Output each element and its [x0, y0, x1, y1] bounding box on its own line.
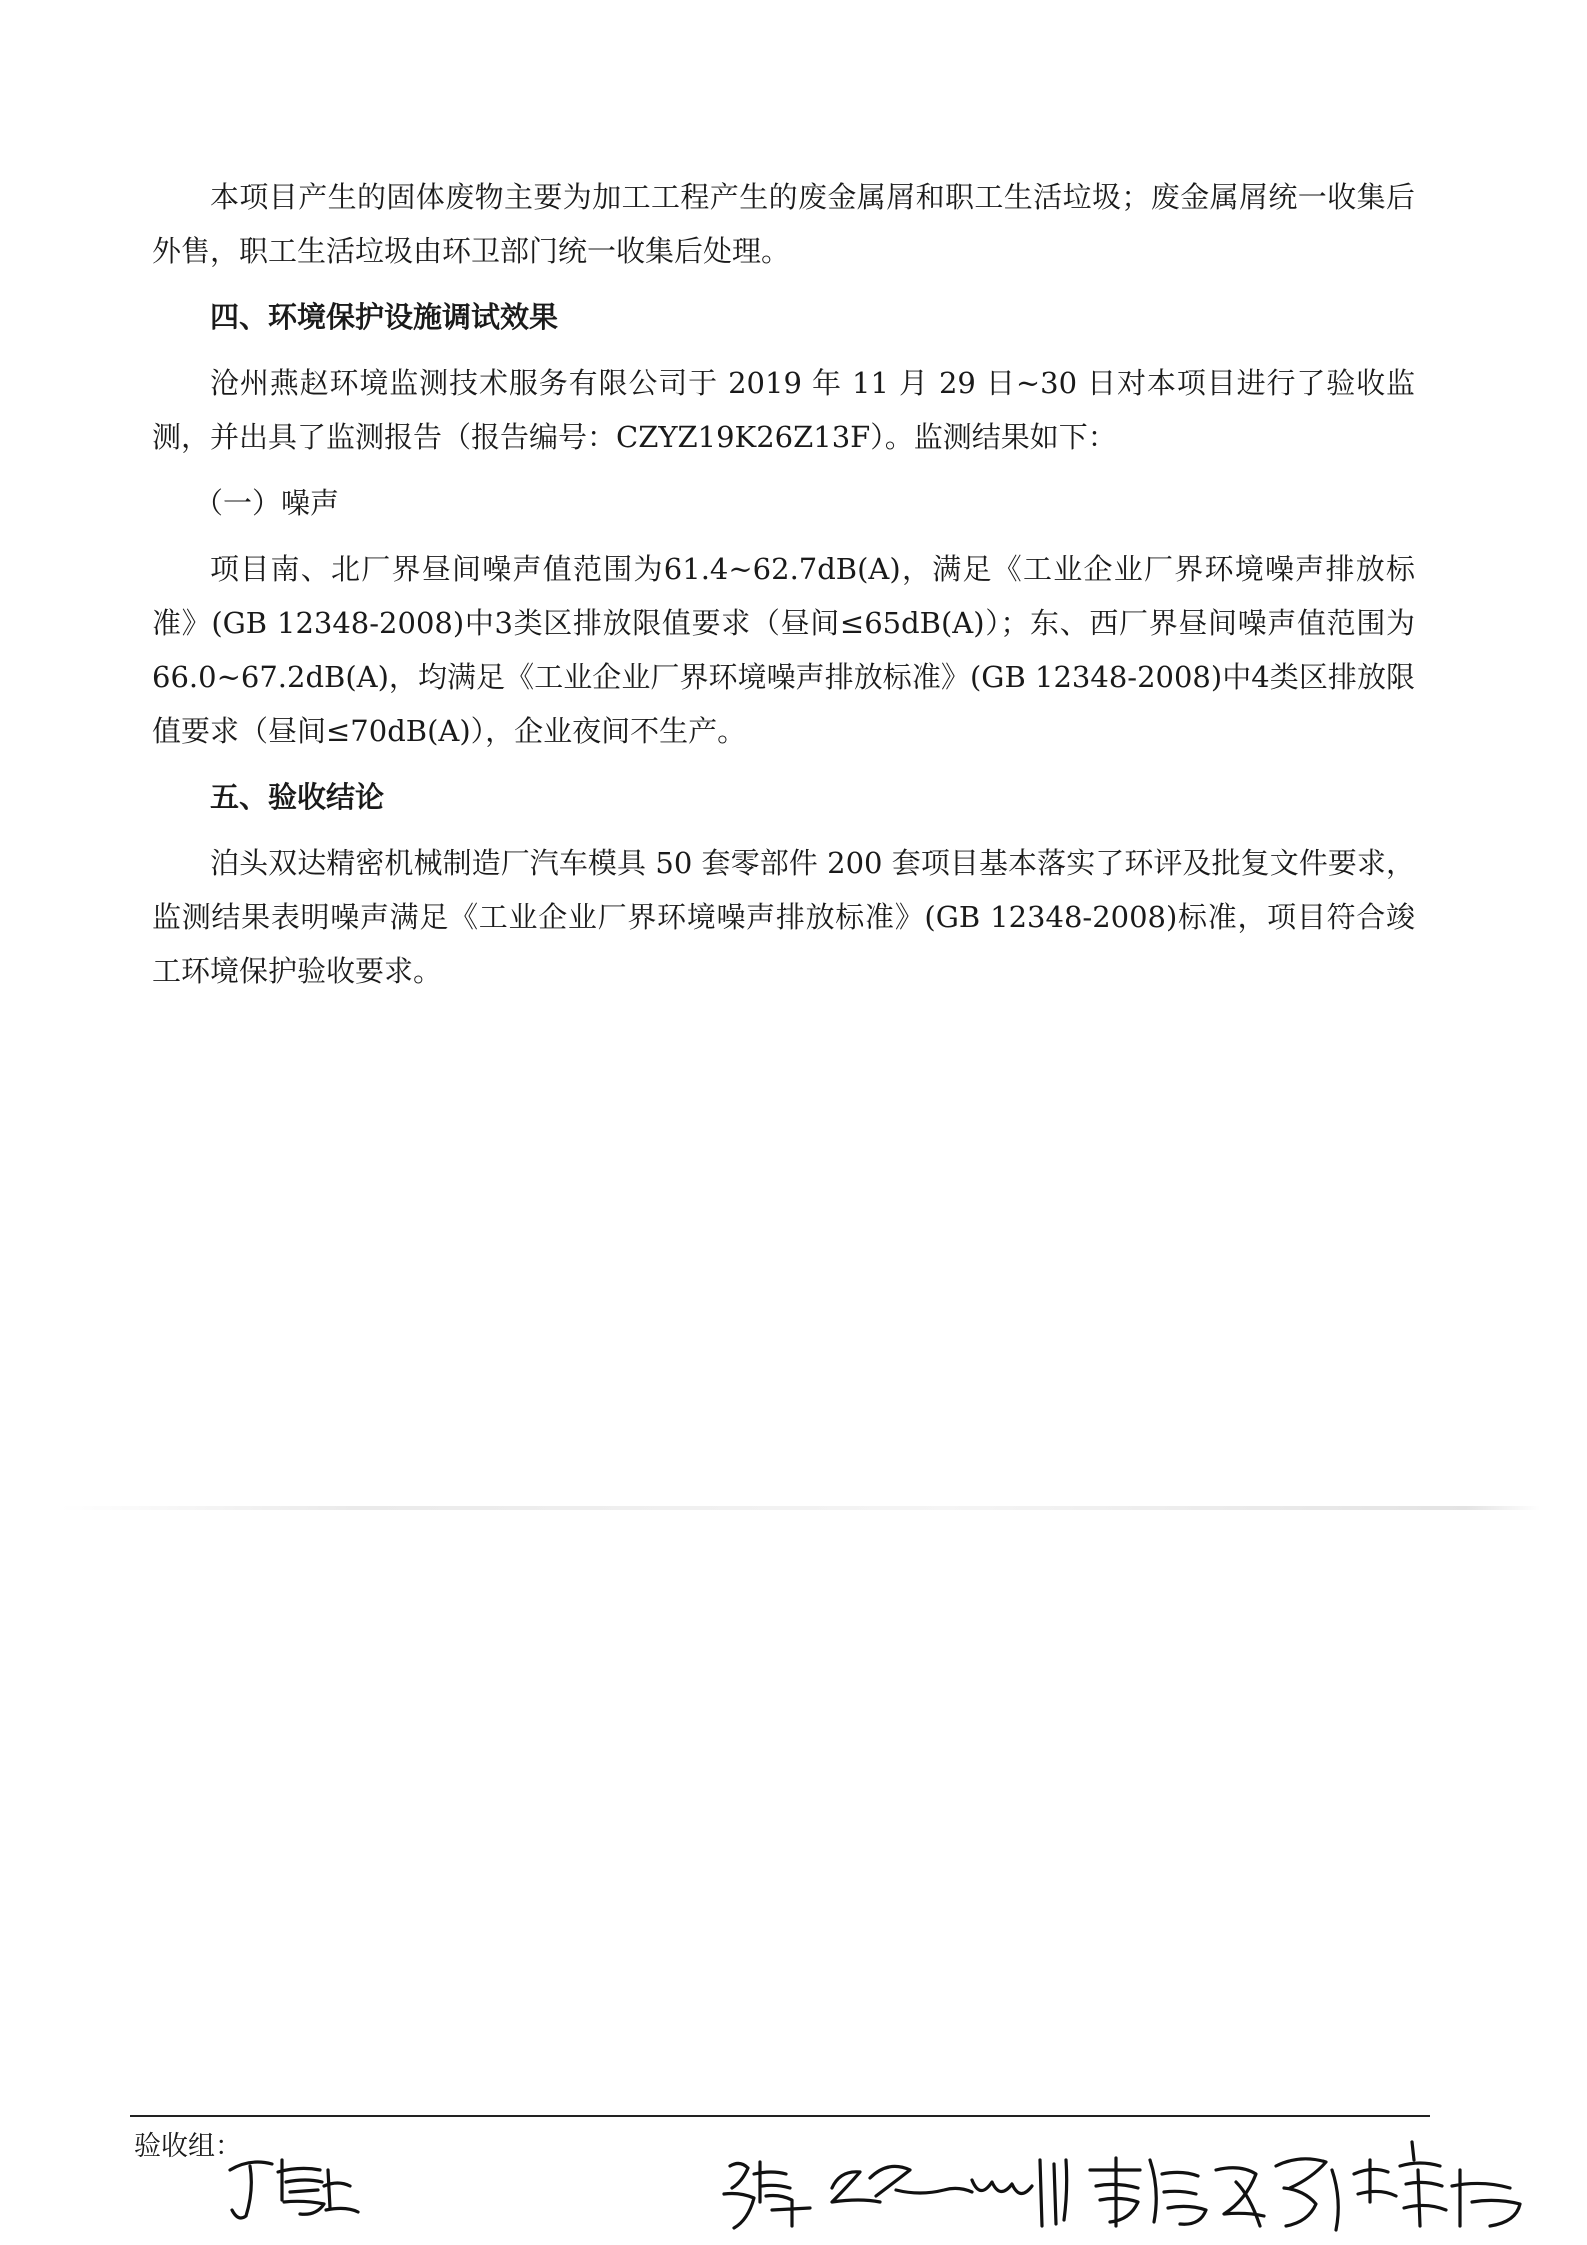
subsection-heading-noise: （一）噪声 [194, 486, 340, 520]
acceptance-group-label: 验收组： [134, 2131, 242, 2162]
signature-3 [832, 2160, 1067, 2226]
signature-2 [724, 2162, 810, 2228]
footer-divider [130, 2115, 1430, 2117]
paragraph-conclusion: 泊头双达精密机械制造厂汽车模具 50 套零部件 200 套项目基本落实了环评及批复文件要求，监测结果表明噪声满足《工业企业厂界环境噪声排放标准》(GB 12348-2008)标准，项目符合竣工环境保护验收要求。 [152, 846, 1415, 988]
signature-1 [230, 2160, 358, 2218]
scan-artifact-line [60, 1506, 1540, 1510]
signature-4 [1090, 2158, 1264, 2226]
section-heading-4: 四、环境保护设施调试效果 [210, 300, 559, 334]
paragraph-noise-results: 项目南、北厂界昼间噪声值范围为61.4~62.7dB(A)，满足《工业企业厂界环境噪声排放标准》(GB 12348-2008)中3类区排放限值要求（昼间≤65dB(A)）；东、西厂界昼间噪声值范围为66.0~67.2dB(A)，均满足《工业企业厂界环境噪声排放标准》(GB 12348-2008)中4类区排放限值要求（昼间≤70dB(A)），企业夜间不生产。 [152, 552, 1415, 748]
signature-5 [1276, 2142, 1520, 2230]
section-heading-5: 五、验收结论 [210, 780, 385, 814]
handwritten-signatures [220, 2130, 1560, 2240]
document-body [152, 170, 1415, 1010]
paragraph-solid-waste: 本项目产生的固体废物主要为加工工程产生的废金属屑和职工生活垃圾；废金属屑统一收集后外售，职工生活垃圾由环卫部门统一收集后处理。 [152, 180, 1415, 268]
paragraph-monitoring: 沧州燕赵环境监测技术服务有限公司于 2019 年 11 月 29 日~30 日对本项目进行了验收监测，并出具了监测报告（报告编号：CZYZ19K26Z13F）。监测结果如下： [152, 366, 1415, 454]
